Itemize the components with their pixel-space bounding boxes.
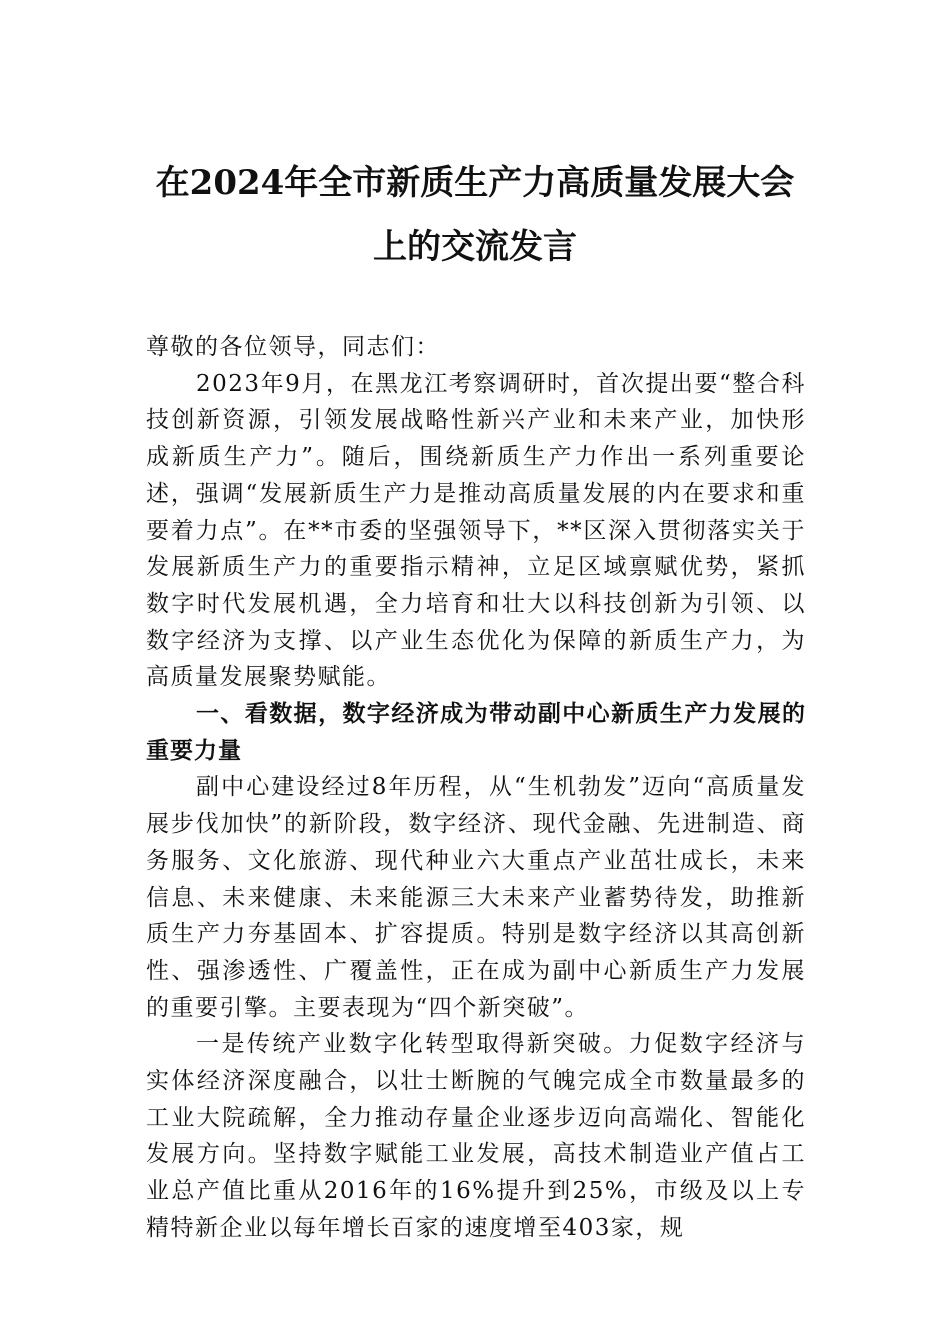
salutation: 尊敬的各位领导，同志们： bbox=[146, 334, 440, 360]
document-body bbox=[146, 329, 806, 1247]
paragraph-breakthrough-1 bbox=[146, 1026, 806, 1246]
document-title-line-1: 在2024年全市新质生产力高质量发展大会 bbox=[155, 163, 795, 203]
paragraph-overview: 副中心建设经过8年历程，从“生机勃发”迈向“高质量发展步伐加快”的新阶段，数字经济、现代金融、先进制造、商务服务、文化旅游、现代种业六大重点产业茁壮成长，未来信息、未来健康、未来能源三大未来产业蓄势待发，助推新质生产力夯基固本、扩容提质。特别是数字经济以其高创新性、强渗透性、广覆盖性，正在成为副中心新质生产力发展的重要引擎。主要表现为“四个新突破”。 bbox=[146, 774, 806, 1021]
paragraph-intro: 2023年9月，在黑龙江考察调研时，首次提出要“整合科技创新资源，引领发展战略性新兴产业和未来产业，加快形成新质生产力”。随后，围绕新质生产力作出一系列重要论述，强调“发展新质生产力是推动高质量发展的内在要求和重要着力点”。在**市委的坚强领导下，**区深入贯彻落实关于发展新质生产力的重要指示精神，立足区域禀赋优势，紧抓数字时代发展机遇，全力培育和壮大以科技创新为引领、以数字经济为支撑、以产业生态优化为保障的新质生产力，为高质量发展聚势赋能。 bbox=[146, 370, 806, 691]
section-heading-1: 一、看数据，数字经济成为带动副中心新质生产力发展的重要力量 bbox=[146, 701, 806, 764]
paragraph-lead-sentence: 一是传统产业数字化转型取得新突破。 bbox=[196, 1031, 629, 1058]
document-title-line-2: 上的交流发言 bbox=[373, 227, 577, 267]
paragraph-body-text: 力促数字经济与实体经济深度融合，以壮士断腕的气魄完成全市数量最多的工业大院疏解，全力推动存量企业逐步迈向高端化、智能化发展方向。坚持数字赋能工业发展，高技术制造业产值占工业总产值比重从2016年的16%提升到25%，市级及以上专精特新企业以每年增长百家的速度增至403家，规 bbox=[146, 1031, 807, 1241]
